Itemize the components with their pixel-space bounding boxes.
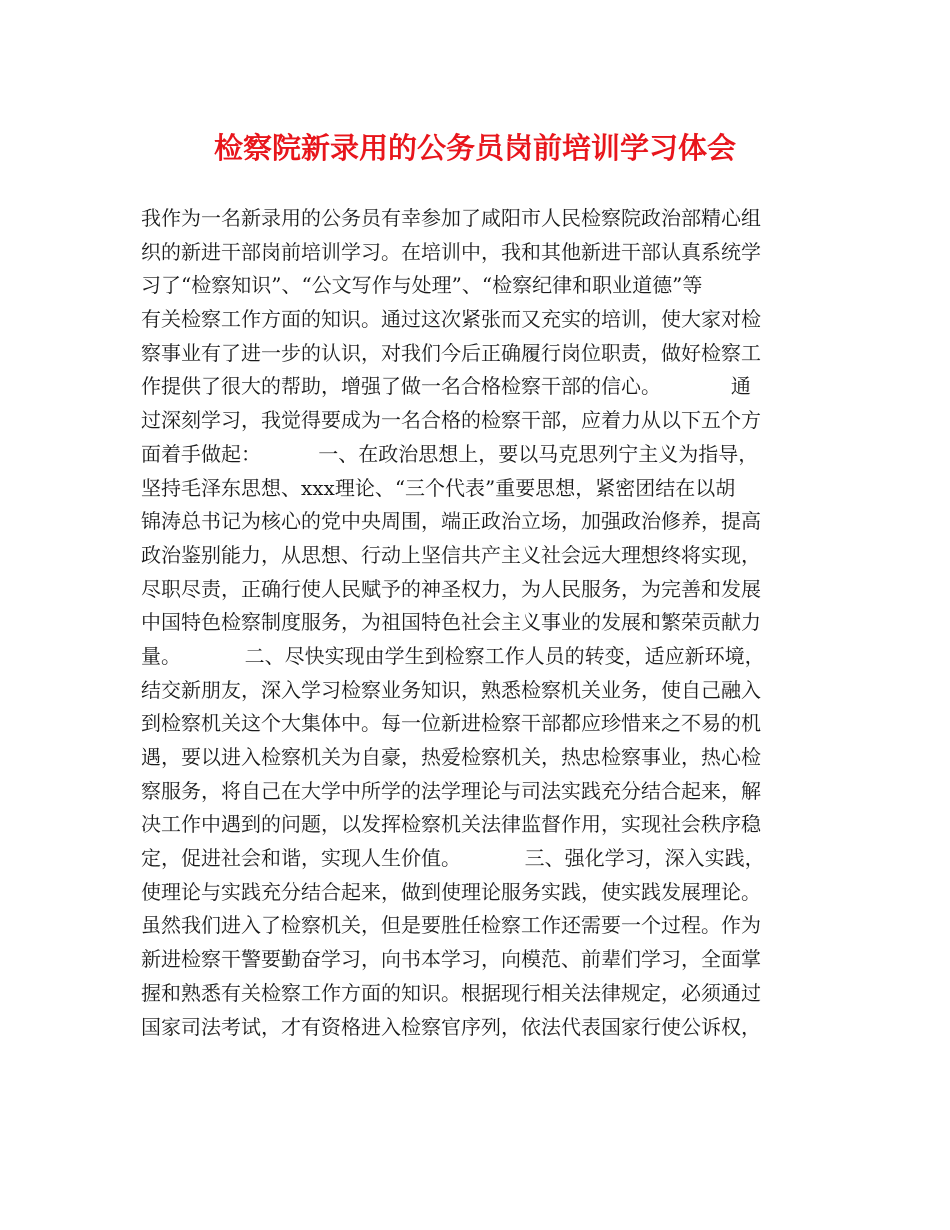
body-line: 虽然我们进入了检察机关，但是要胜任检察工作还需要一个过程。作为	[141, 913, 761, 938]
body-line: 到检察机关这个大集体中。每一位新进检察干部都应珍惜来之不易的机	[141, 711, 761, 736]
body-line: 结交新朋友，深入学习检察业务知识，熟悉检察机关业务，使自己融入	[141, 677, 761, 702]
body-line: 握和熟悉有关检察工作方面的知识。根据现行相关法律规定，必须通过	[141, 980, 761, 1005]
body-line: 政治鉴别能力，从思想、行动上坚信共产主义社会远大理想终将实现，	[141, 542, 761, 567]
body-line: 使理论与实践充分结合起来，做到使理论服务实践，使实践发展理论。	[141, 879, 761, 904]
body-line: 中国特色检察制度服务，为祖国特色社会主义事业的发展和繁荣贡献力	[141, 610, 761, 635]
body-line: 察事业有了进一步的认识，对我们今后正确履行岗位职责，做好检察工	[141, 340, 761, 365]
body-line: 织的新进干部岗前培训学习。在培训中，我和其他新进干部认真系统学	[141, 239, 761, 264]
body-line: 作提供了很大的帮助，增强了做一名合格检察干部的信心。 通	[141, 374, 751, 399]
body-line: 锦涛总书记为核心的党中央周围，端正政治立场，加强政治修养，提高	[141, 509, 761, 534]
body-line: 定，促进社会和谐，实现人生价值。 三、强化学习，深入实践，	[141, 846, 765, 871]
body-line: 过深刻学习，我觉得要成为一名合格的检察干部，应着力从以下五个方	[141, 408, 761, 433]
body-line: 决工作中遇到的问题，以发挥检察机关法律监督作用，实现社会秩序稳	[141, 812, 761, 837]
body-line: 察服务，将自己在大学中所学的法学理论与司法实践充分结合起来，解	[141, 778, 761, 803]
body-line: 我作为一名新录用的公务员有幸参加了咸阳市人民检察院政治部精心组	[141, 206, 761, 230]
document-title: 检察院新录用的公务员岗前培训学习体会	[213, 131, 736, 165]
body-line: 尽职尽责，正确行使人民赋予的神圣权力，为人民服务，为完善和发展	[141, 576, 761, 601]
body-line: 量。 二、尽快实现由学生到检察工作人员的转变，适应新环境，	[141, 643, 765, 668]
body-line: 有关检察工作方面的知识。通过这次紧张而又充实的培训，使大家对检	[141, 307, 761, 332]
body-line: 面着手做起： 一、在政治思想上，要以马克思列宁主义为指导，	[141, 441, 759, 466]
document-body	[141, 202, 831, 1044]
body-line: 遇，要以进入检察机关为自豪，热爱检察机关，热忠检察事业，热心检	[141, 745, 761, 769]
body-line: 新进检察干警要勤奋学习，向书本学习，向模范、前辈们学习，全面掌	[141, 947, 761, 972]
body-line: 国家司法考试，才有资格进入检察官序列，依法代表国家行使公诉权，	[141, 1014, 761, 1039]
body-line: 坚持毛泽东思想、xxx理论、“三个代表”重要思想，紧密团结在以胡	[141, 475, 736, 500]
body-line: 习了“检察知识”、“公文写作与处理”、“检察纪律和职业道德”等	[141, 273, 703, 298]
